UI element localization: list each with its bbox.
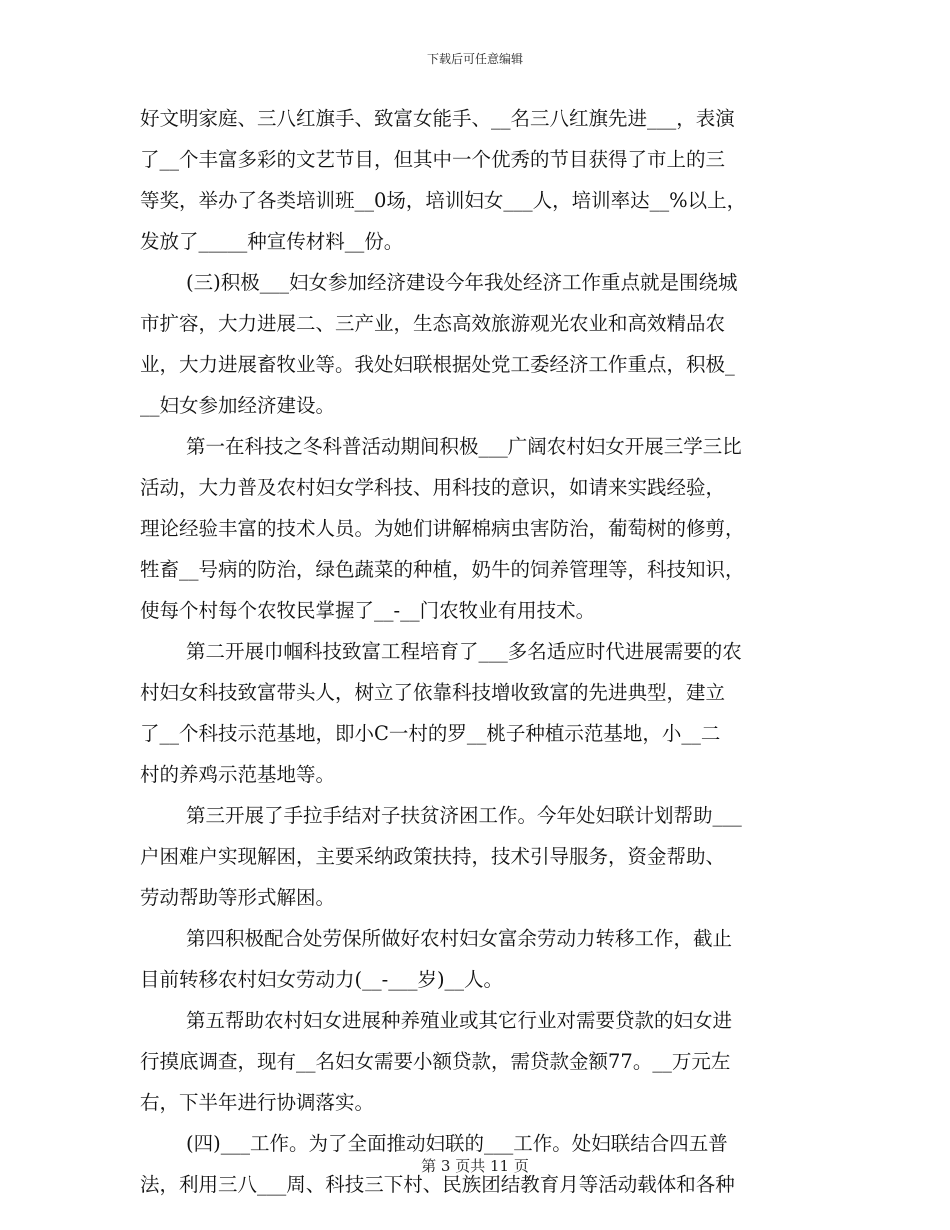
text-line: 劳动帮助等形式解困。	[140, 886, 336, 909]
text-line: 第五帮助农村妇女进展种养殖业或其它行业对需要贷款的妇女进	[186, 1009, 733, 1032]
text-line: 好文明家庭、三八红旗手、致富女能手、__名三八红旗先进___，表演	[140, 107, 735, 130]
text-line: 第三开展了手拉手结对子扶贫济困工作。今年处妇联计划帮助___	[186, 804, 742, 827]
text-line: 第四积极配合处劳保所做好农村妇女富余劳动力转移工作，截止	[186, 927, 733, 950]
text-line: 牲畜__号病的防治，绿色蔬菜的种植，奶牛的饲养管理等，科技知识，	[140, 558, 745, 581]
page-header: 下载后可任意编辑	[426, 52, 523, 66]
text-line: 发放了_____种宣传材料__份。	[140, 230, 404, 253]
text-line: 活动，大力普及农村妇女学科技、用科技的意识，如请来实践经验，	[140, 476, 726, 499]
text-line: 了__个丰富多彩的文艺节目，但其中一个优秀的节目获得了市上的三	[140, 148, 726, 171]
document-body	[140, 104, 810, 1211]
text-line: 第二开展巾帼科技致富工程培育了___多名适应时代进展需要的农	[186, 640, 742, 663]
text-line: 法，利用三八___周、科技三下村、民族团结教育月等活动载体和各种	[140, 1173, 735, 1196]
paragraph	[140, 1006, 810, 1118]
text-line: 村妇女科技致富带头人，树立了依靠科技增收致富的先进典型，建立	[140, 681, 726, 704]
text-line: 等奖，举办了各类培训班__0场，培训妇女___人，培训率达__%以上，	[140, 189, 747, 212]
paragraph	[140, 104, 810, 257]
text-line: 第一在科技之冬科普活动期间积极___广阔农村妇女开展三学三比	[186, 435, 742, 458]
text-line: 行摸底调查，现有__名妇女需要小额贷款，需贷款金额77。__万元左	[140, 1050, 731, 1073]
text-line: (四)___工作。为了全面推动妇联的___工作。处妇联结合四五普	[186, 1132, 728, 1155]
paragraph	[140, 432, 810, 626]
text-line: 右，下半年进行协调落实。	[140, 1091, 375, 1114]
text-line: 目前转移农村妇女劳动力(__-___岁)__人。	[140, 968, 504, 991]
text-line: 使每个村每个农牧民掌握了__-__门农牧业有用技术。	[140, 599, 596, 622]
paragraph	[140, 924, 810, 995]
text-line: __妇女参加经济建设。	[140, 394, 336, 417]
paragraph	[140, 637, 810, 790]
text-line: 市扩容，大力进展二、三产业，生态高效旅游观光农业和高效精品农	[140, 312, 726, 335]
text-line: 村的养鸡示范基地等。	[140, 763, 336, 786]
text-line: 业，大力进展畜牧业等。我处妇联根据处党工委经济工作重点，积极_	[140, 353, 735, 376]
paragraph	[140, 268, 810, 421]
text-line: (三)积极___妇女参加经济建设今年我处经济工作重点就是围绕城	[186, 271, 738, 294]
text-line: 理论经验丰富的技术人员。为她们讲解棉病虫害防治，葡萄树的修剪，	[140, 517, 745, 540]
paragraph	[140, 801, 810, 913]
text-line: 户困难户实现解困，主要采纳政策扶持，技术引导服务，资金帮助、	[140, 845, 726, 868]
page-footer: 第 3 页共 11 页	[421, 1157, 529, 1175]
text-line: 了__个科技示范基地，即小C一村的罗__桃子种植示范基地，小__二	[140, 722, 721, 745]
